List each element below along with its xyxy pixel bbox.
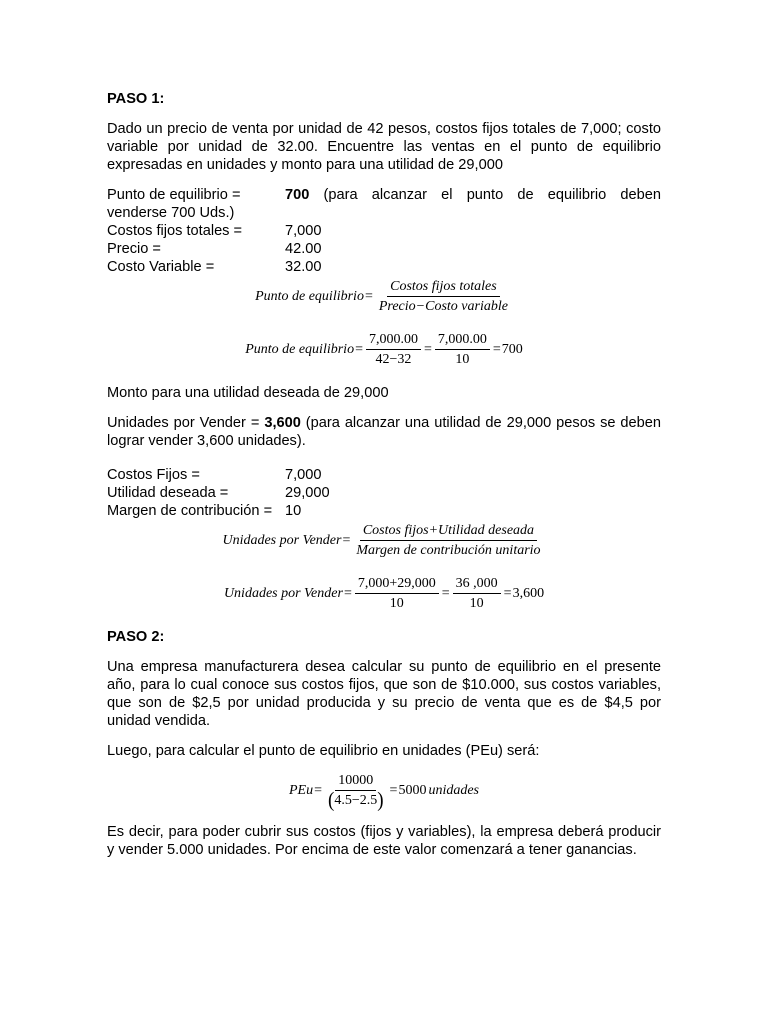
- eq-result: 3,600: [512, 585, 545, 601]
- utilidad-block: [107, 466, 661, 520]
- eq-sign: =: [503, 585, 512, 601]
- eq-sign: =: [423, 341, 432, 357]
- equation-breakeven-calc: [107, 331, 661, 368]
- row-value: 10: [285, 503, 302, 519]
- pe-value-line: [285, 186, 661, 204]
- unidades-note: (para alcanzar una utilidad de 29,000 pesos se deben lograr vender 3,600 unidades).: [107, 415, 662, 449]
- paso2-conclusion: Es decir, para poder cubrir sus costos (fijos y variables), la empresa deberá producir y vender 5.000 unidades. Por encima de este valor comenzará a tener ganancias.: [107, 824, 661, 858]
- eq-fraction: [435, 331, 490, 368]
- monto-line: Monto para una utilidad deseada de 29,000: [107, 385, 389, 401]
- eq-numerator: 36 ,000: [453, 575, 501, 594]
- eq-denominator: 42−32: [375, 352, 412, 367]
- eq-result: 700: [501, 341, 523, 357]
- paso2-intro: Una empresa manufacturera desea calcular su punto de equilibrio en el presente año, para lo cual conoce sus costos fijos, que son de $10.000, sus costos variables, que son de $2,5 por unidad producida y su precio de venta que es de $4,5 por unidad vendida.: [107, 659, 661, 729]
- pe-label: Punto de equilibrio =: [107, 187, 241, 203]
- data-row: [107, 222, 661, 240]
- eq-denominator: 10: [389, 596, 404, 611]
- equation-peu: [107, 772, 661, 813]
- eq-fraction: [366, 331, 421, 368]
- eq-denominator: Precio−Costo variable: [378, 299, 508, 314]
- row-value: 29,000: [285, 485, 330, 501]
- eq-numerator: 7,000+29,000: [355, 575, 439, 594]
- eq-sign: =: [441, 585, 450, 601]
- eq-denominator-value: 4.5−2.5: [334, 793, 378, 808]
- eq-fraction: [325, 772, 387, 813]
- row-label: Margen de contribución =: [107, 503, 273, 519]
- eq-denominator: Margen de contribución unitario: [356, 543, 541, 558]
- eq-lhs: Unidades por Vender: [223, 585, 343, 601]
- paso2-heading: PASO 2:: [107, 629, 165, 645]
- eq-sign: =: [364, 288, 373, 304]
- paso2-luego: Luego, para calcular el punto de equilibrio en unidades (PEu) será:: [107, 743, 540, 759]
- data-row: [107, 502, 661, 520]
- eq-sign: =: [389, 782, 398, 798]
- eq-denominator: 10: [469, 596, 484, 611]
- row-value: 7,000: [285, 223, 322, 239]
- row-label: Precio =: [107, 241, 161, 257]
- eq-lhs: Punto de equilibrio: [255, 288, 364, 304]
- eq-sign: =: [492, 341, 501, 357]
- unidades-value: 3,600: [264, 415, 301, 431]
- data-row: [107, 466, 661, 484]
- eq-unit: unidades: [428, 782, 480, 798]
- eq-result: 5000: [398, 782, 427, 798]
- row-value: 42.00: [285, 241, 322, 257]
- paso1-heading: PASO 1:: [107, 91, 165, 107]
- eq-numerator: Costos fijos totales: [387, 278, 500, 297]
- row-value: 32.00: [285, 259, 322, 275]
- eq-sign: =: [343, 585, 352, 601]
- eq-denominator: 10: [455, 352, 470, 367]
- pe-note-a: (para alcanzar el punto de equilibrio deben: [323, 187, 661, 203]
- document-page: [107, 90, 661, 871]
- paren-open: (: [327, 788, 335, 813]
- eq-numerator: 7,000.00: [366, 331, 421, 350]
- eq-fraction: [353, 522, 543, 559]
- row-label: Utilidad deseada =: [107, 485, 229, 501]
- eq-sign: =: [342, 532, 351, 548]
- paren-close: ): [377, 788, 384, 813]
- eq-numerator: Costos fijos+Utilidad deseada: [360, 522, 537, 541]
- eq-lhs: Unidades por Vender: [222, 532, 342, 548]
- row-value: 7,000: [285, 467, 322, 483]
- eq-sign: =: [314, 782, 322, 798]
- row-label: Costos Fijos =: [107, 467, 200, 483]
- pe-note-b: venderse 700 Uds.): [107, 205, 235, 221]
- pe-row: [107, 186, 661, 204]
- eq-fraction: [376, 278, 511, 315]
- equation-units-calc: [107, 575, 661, 612]
- eq-numerator: 7,000.00: [435, 331, 490, 350]
- unidades-label: Unidades por Vender =: [107, 415, 265, 431]
- data-row: [107, 258, 661, 276]
- eq-lhs: Punto de equilibrio: [245, 341, 355, 357]
- data-row: [107, 484, 661, 502]
- unidades-paragraph: [107, 414, 661, 450]
- eq-lhs: PEu: [288, 782, 314, 798]
- breakeven-block: [107, 186, 661, 276]
- row-label: Costo Variable =: [107, 259, 215, 275]
- eq-fraction: [453, 575, 501, 612]
- equation-units-formula: [107, 522, 661, 559]
- eq-numerator: 10000: [335, 772, 376, 791]
- pe-value: 700: [285, 187, 310, 203]
- row-label: Costos fijos totales =: [107, 223, 243, 239]
- equation-breakeven-formula: [107, 278, 661, 315]
- data-row: [107, 240, 661, 258]
- eq-denominator: [325, 788, 387, 813]
- paso1-intro: Dado un precio de venta por unidad de 42 pesos, costos fijos totales de 7,000; costo variable por unidad de 32.00. Encuentre las ventas en el punto de equilibrio expresadas en unidades y monto para una utilidad de 29,000: [107, 121, 661, 173]
- eq-fraction: [355, 575, 439, 612]
- eq-sign: =: [355, 341, 363, 357]
